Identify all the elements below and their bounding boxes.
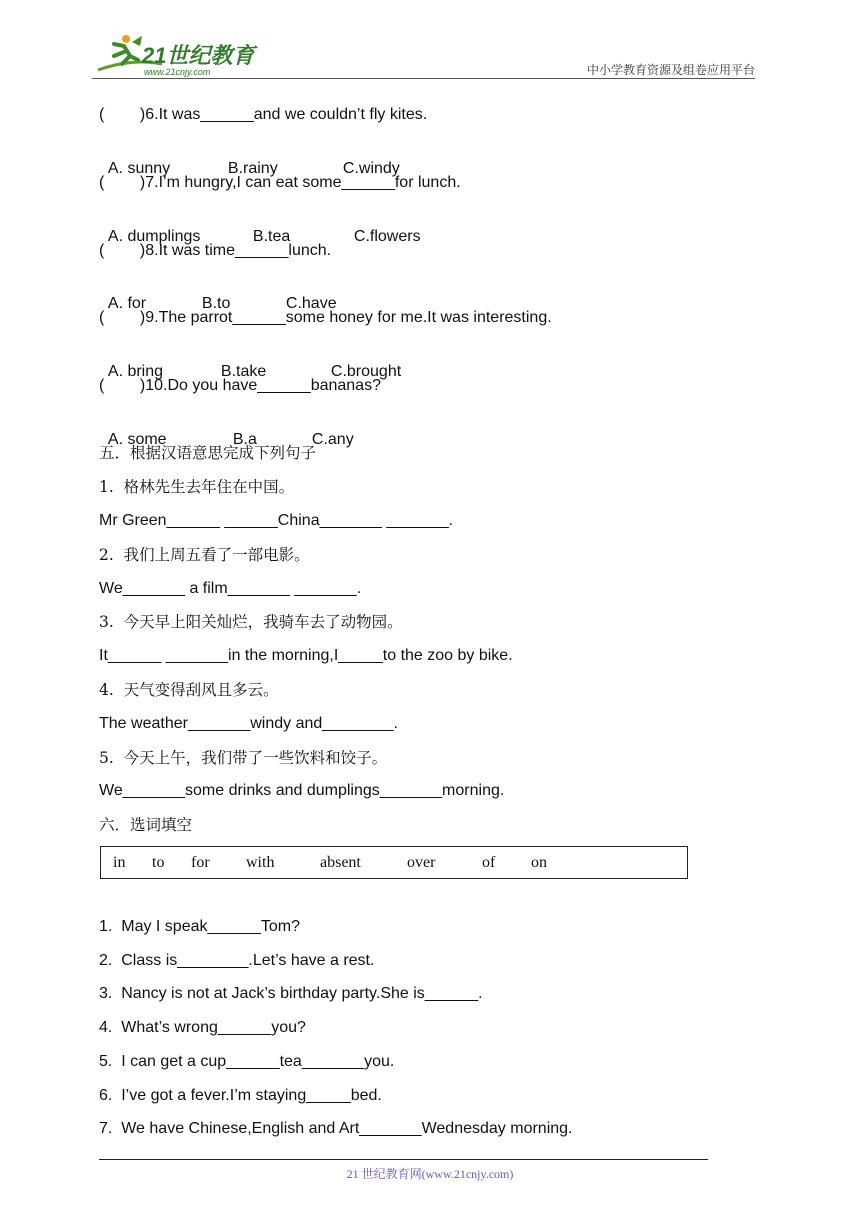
- logo-url: www.21cnjy.com: [144, 67, 211, 77]
- option-c: C.brought: [330, 363, 402, 380]
- section-6-title: 六．选词填空: [99, 816, 193, 834]
- option-c: C.windy: [342, 160, 400, 177]
- s5-item-3-chinese: 3. 今天早上阳关灿烂，我骑车去了动物园。: [99, 613, 403, 631]
- question-10-stem: ( )10.Do you have______bananas?: [99, 377, 381, 394]
- s6-item-2: 2. Class is________.Let’s have a rest.: [99, 952, 375, 969]
- s5-item-5-english: We_______some drinks and dumplings_______morning.: [99, 782, 505, 799]
- question-9-stem: ( )9.The parrot______some honey for me.It was interesting.: [99, 309, 552, 326]
- question-7-stem: ( )7.I’m hungry,I can eat some______for lunch.: [99, 174, 461, 191]
- s6-item-4: 4. What’s wrong______you?: [99, 1019, 306, 1036]
- option-b: B.a: [232, 431, 257, 448]
- section-5-title: 五．根据汉语意思完成下列句子: [99, 444, 317, 462]
- option-b: B.tea: [252, 228, 291, 245]
- option-a: A. some: [107, 431, 167, 448]
- option-b: B.rainy: [227, 160, 278, 177]
- runner-logo-icon: [92, 30, 262, 78]
- logo: [92, 30, 262, 78]
- option-a: A. for: [107, 295, 147, 312]
- word-bank-item: on: [531, 854, 547, 871]
- option-a: A. bring: [107, 363, 164, 380]
- word-bank-item: absent: [320, 854, 361, 871]
- s5-item-2-english: We_______ a film_______ _______.: [99, 580, 362, 597]
- option-c: C.have: [285, 295, 337, 312]
- word-bank-item: for: [191, 854, 210, 871]
- s5-item-4-english: The weather_______windy and________.: [99, 715, 398, 732]
- s5-item-2-chinese: 2. 我们上周五看了一部电影。: [99, 546, 310, 564]
- word-bank: [100, 846, 688, 879]
- option-a: A. sunny: [107, 160, 171, 177]
- word-bank-item: of: [482, 854, 496, 871]
- option-c: C.any: [311, 431, 354, 448]
- question-8-stem: ( )8.It was time______lunch.: [99, 242, 332, 259]
- s5-item-5-chinese: 5. 今天上午，我们带了一些饮料和饺子。: [99, 749, 388, 767]
- header-divider: [92, 78, 755, 79]
- option-a: A. dumplings: [107, 228, 201, 245]
- s5-item-1-english: Mr Green______ ______China_______ _______.: [99, 512, 454, 529]
- s5-item-3-english: It______ _______in the morning,I_____to the zoo by bike.: [99, 647, 513, 664]
- footer-divider: [99, 1159, 708, 1160]
- s5-item-1-chinese: 1. 格林先生去年住在中国。: [99, 478, 295, 496]
- footer-text: 21 世纪教育网(www.21cnjy.com): [346, 1167, 514, 1181]
- s6-item-6: 6. I’ve got a fever.I’m staying_____bed.: [99, 1087, 382, 1104]
- s6-item-1: 1. May I speak______Tom?: [99, 918, 301, 935]
- page-header: [92, 30, 755, 78]
- s6-item-7: 7. We have Chinese,English and Art_______Wednesday morning.: [99, 1120, 573, 1137]
- option-c: C.flowers: [353, 228, 421, 245]
- s6-item-5: 5. I can get a cup______tea_______you.: [99, 1053, 395, 1070]
- s6-item-3: 3. Nancy is not at Jack’s birthday party.She is______.: [99, 985, 483, 1002]
- option-b: B.to: [201, 295, 231, 312]
- word-bank-item: to: [152, 854, 165, 871]
- platform-label: 中小学教育资源及组卷应用平台: [586, 63, 755, 77]
- word-bank-item: in: [113, 854, 126, 871]
- question-6-stem: ( )6.It was______and we couldn’t fly kites.: [99, 106, 428, 123]
- word-bank-item: over: [407, 854, 436, 871]
- logo-text: 21世纪教育: [142, 43, 255, 68]
- option-b: B.take: [220, 363, 267, 380]
- word-bank-item: with: [246, 854, 275, 871]
- s5-item-4-chinese: 4. 天气变得刮风且多云。: [99, 681, 279, 699]
